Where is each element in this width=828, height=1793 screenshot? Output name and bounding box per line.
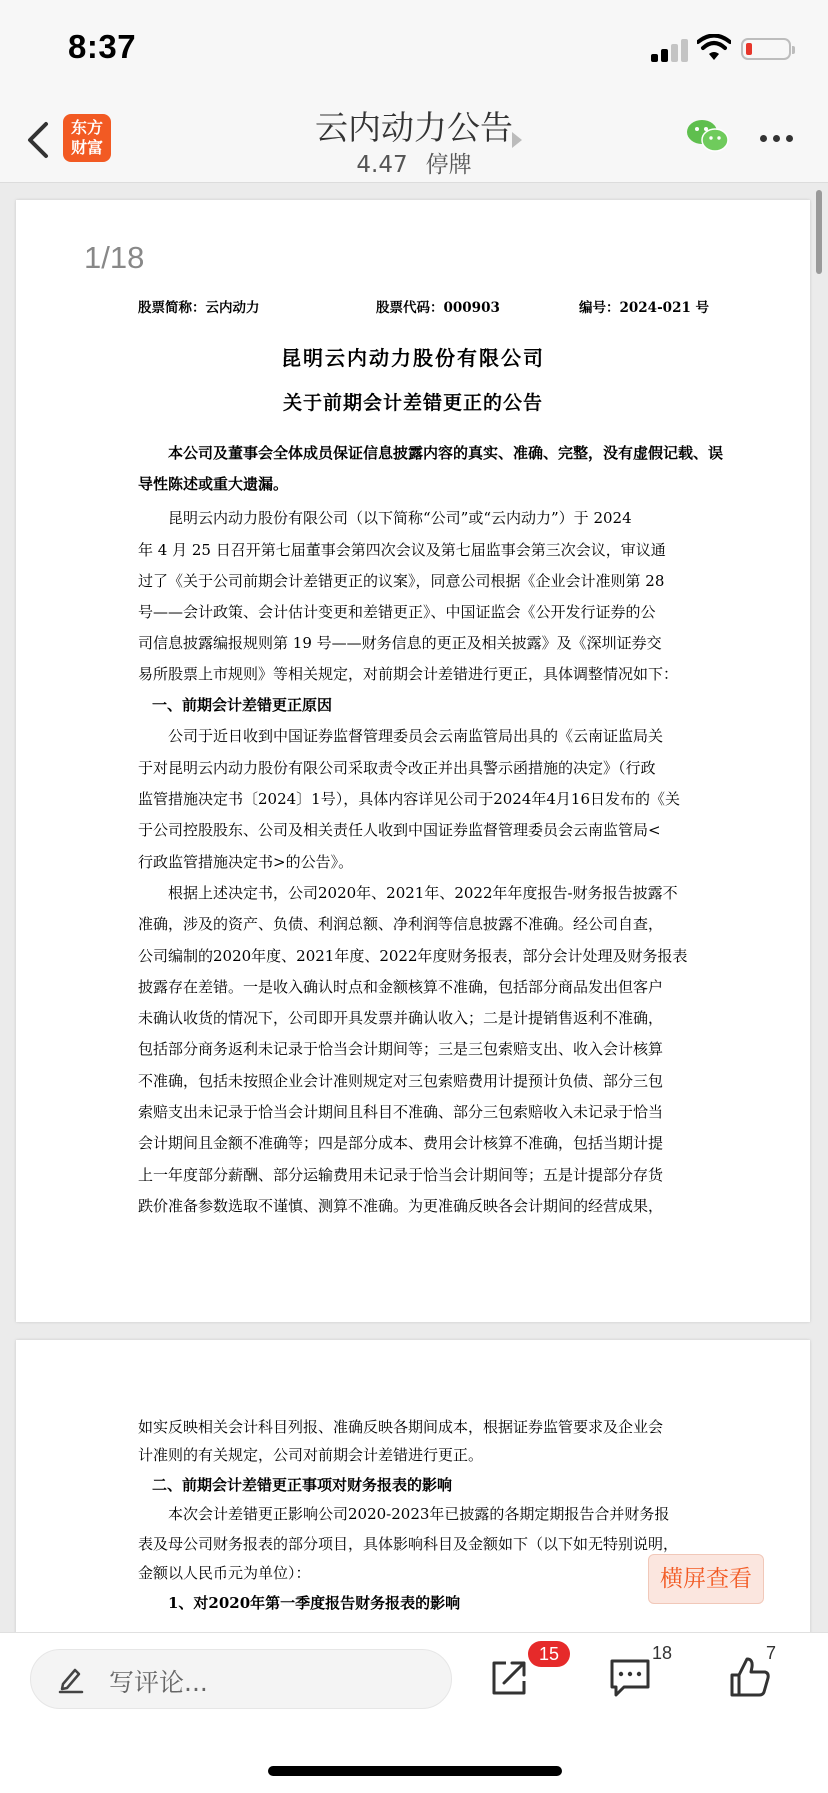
text-line: 根据上述决定书，公司2020年、2021年、2022年年度报告-财务报告披露不 (168, 884, 678, 902)
text-line: 披露存在差错。一是收入确认时点和金额核算不准确，包括部分商品发出但客户 (138, 978, 664, 996)
landscape-view-button[interactable]: 横屏查看 (648, 1554, 764, 1604)
text-line: 索赔支出未记录于恰当会计期间且科目不准确、部分三包索赔收入未记录于恰当 (138, 1103, 664, 1121)
text-line: 跌价准备参数选取不谨慎、测算不准确。为更准确反映各会计期间的经营成果， (138, 1197, 664, 1215)
share-count-badge: 15 (528, 1641, 570, 1667)
page-title: 云内动力公告 (315, 108, 513, 147)
comment-count: 18 (652, 1643, 673, 1663)
text-line: 本公司及董事会全体成员保证信息披露内容的真实、准确、完整，没有虚假记载、误 (168, 444, 724, 462)
text-line: 昆明云内动力股份有限公司（以下简称“公司”或“云内动力”）于 2024 (168, 509, 632, 527)
company-name: 昆明云内动力股份有限公司 (281, 346, 545, 370)
text-line: 包括部分商务返利未记录于恰当会计期间等；三是三包索赔支出、收入会计核算 (138, 1040, 664, 1058)
text-line: 二、前期会计差错更正事项对财务报表的影响 (152, 1476, 453, 1494)
text-line: 计准则的有关规定，公司对前期会计差错进行更正。 (138, 1446, 484, 1464)
pencil-icon (57, 1664, 85, 1694)
text-line: 准确，涉及的资产、负债、利润总额、净利润等信息披露不准确。经公司自查， (138, 915, 664, 933)
text-line: 易所股票上市规则》等相关规定，对前期会计差错进行更正，具体调整情况如下： (138, 665, 679, 683)
logo-line2: 财富 (70, 138, 103, 157)
text-line: 行政监管措施决定书>的公告》。 (138, 853, 354, 871)
battery-icon (741, 38, 791, 60)
text-line: 一、前期会计差错更正原因 (152, 696, 333, 714)
text-line: 导性陈述或重大遗漏。 (138, 475, 289, 493)
like-count: 7 (766, 1643, 777, 1663)
wechat-icon[interactable] (686, 118, 730, 154)
text-line: 过了《关于公司前期会计差错更正的议案》，同意公司根据《企业会计准则第 28 (138, 572, 665, 590)
wifi-icon (697, 34, 731, 62)
page-indicator: 1/18 (84, 240, 145, 275)
text-line: 1、对2020年第一季度报告财务报表的影响 (168, 1594, 461, 1612)
text-line: 司信息披露编报规则第 19 号——财务信息的更正及相关披露》及《深圳证券交 (138, 634, 662, 652)
header-short-name: 股票简称：云内动力 (138, 300, 260, 316)
comment-placeholder: 写评论... (109, 1668, 208, 1697)
text-line: 上一年度部分薪酬、部分运输费用未记录于恰当会计期间等；五是计提部分存货 (138, 1166, 664, 1184)
text-line: 公司于近日收到中国证券监督管理委员会云南监管局出具的《云南证监局关 (168, 727, 664, 745)
share-icon[interactable] (488, 1657, 530, 1699)
text-line: 金额以人民币元为单位）： (138, 1564, 311, 1582)
more-icon[interactable] (760, 132, 794, 144)
text-line: 如实反映相关会计科目列报、准确反映各期间成本，根据证券监管要求及企业会 (138, 1418, 664, 1436)
header-stock-code: 股票代码：000903 (376, 300, 500, 316)
nav-bar (0, 92, 828, 183)
text-line: 号——会计政策、会计估计变更和差错更正》、中国证监会《公开发行证券的公 (138, 603, 656, 621)
trading-status: 停牌 (425, 152, 472, 178)
text-line: 于公司控股股东、公司及相关责任人收到中国证券监督管理委员会云南监管局< (138, 821, 661, 839)
announcement-title: 关于前期会计差错更正的公告 (282, 392, 543, 414)
text-line: 会计期间且金额不准确等；四是部分成本、费用会计核算不准确，包括当期计提 (138, 1134, 664, 1152)
text-line: 不准确，包括未按照企业会计准则规定对三包索赔费用计提预计负债、部分三包 (138, 1072, 664, 1090)
document-page-1 (16, 200, 810, 1322)
status-bar (0, 0, 828, 92)
text-line: 表及母公司财务报表的部分项目，具体影响科目及金额如下（以下如无特别说明， (138, 1535, 679, 1553)
text-line: 年 4 月 25 日召开第七届董事会第四次会议及第七届监事会第三次会议，审议通 (138, 541, 666, 559)
logo-line1: 东方 (70, 118, 103, 137)
stock-price: 4.47 (356, 152, 408, 178)
status-time: 8:37 (68, 28, 137, 65)
text-line: 监管措施决定书〔2024〕1号），具体内容详见公司于2024年4月16日发布的《关 (138, 790, 681, 808)
comment-input[interactable] (30, 1649, 452, 1709)
text-line: 公司编制的2020年度、2021年度、2022年度财务报表，部分会计处理及财务报表 (138, 947, 688, 965)
home-indicator (268, 1766, 562, 1776)
comment-icon[interactable] (608, 1657, 652, 1699)
header-number: 编号：2024-021 号 (579, 300, 710, 316)
text-line: 本次会计差错更正影响公司2020-2023年已披露的各期定期报告合并财务报 (168, 1505, 670, 1523)
text-line: 未确认收货的情况下，公司即开具发票并确认收入；二是计提销售返利不准确， (138, 1009, 664, 1027)
scrollbar[interactable] (816, 190, 822, 274)
expand-arrow-icon[interactable] (512, 132, 522, 148)
cellular-signal-icon (651, 38, 691, 62)
text-line: 于对昆明云内动力股份有限公司采取责令改正并出具警示函措施的决定》（行政 (138, 759, 656, 777)
